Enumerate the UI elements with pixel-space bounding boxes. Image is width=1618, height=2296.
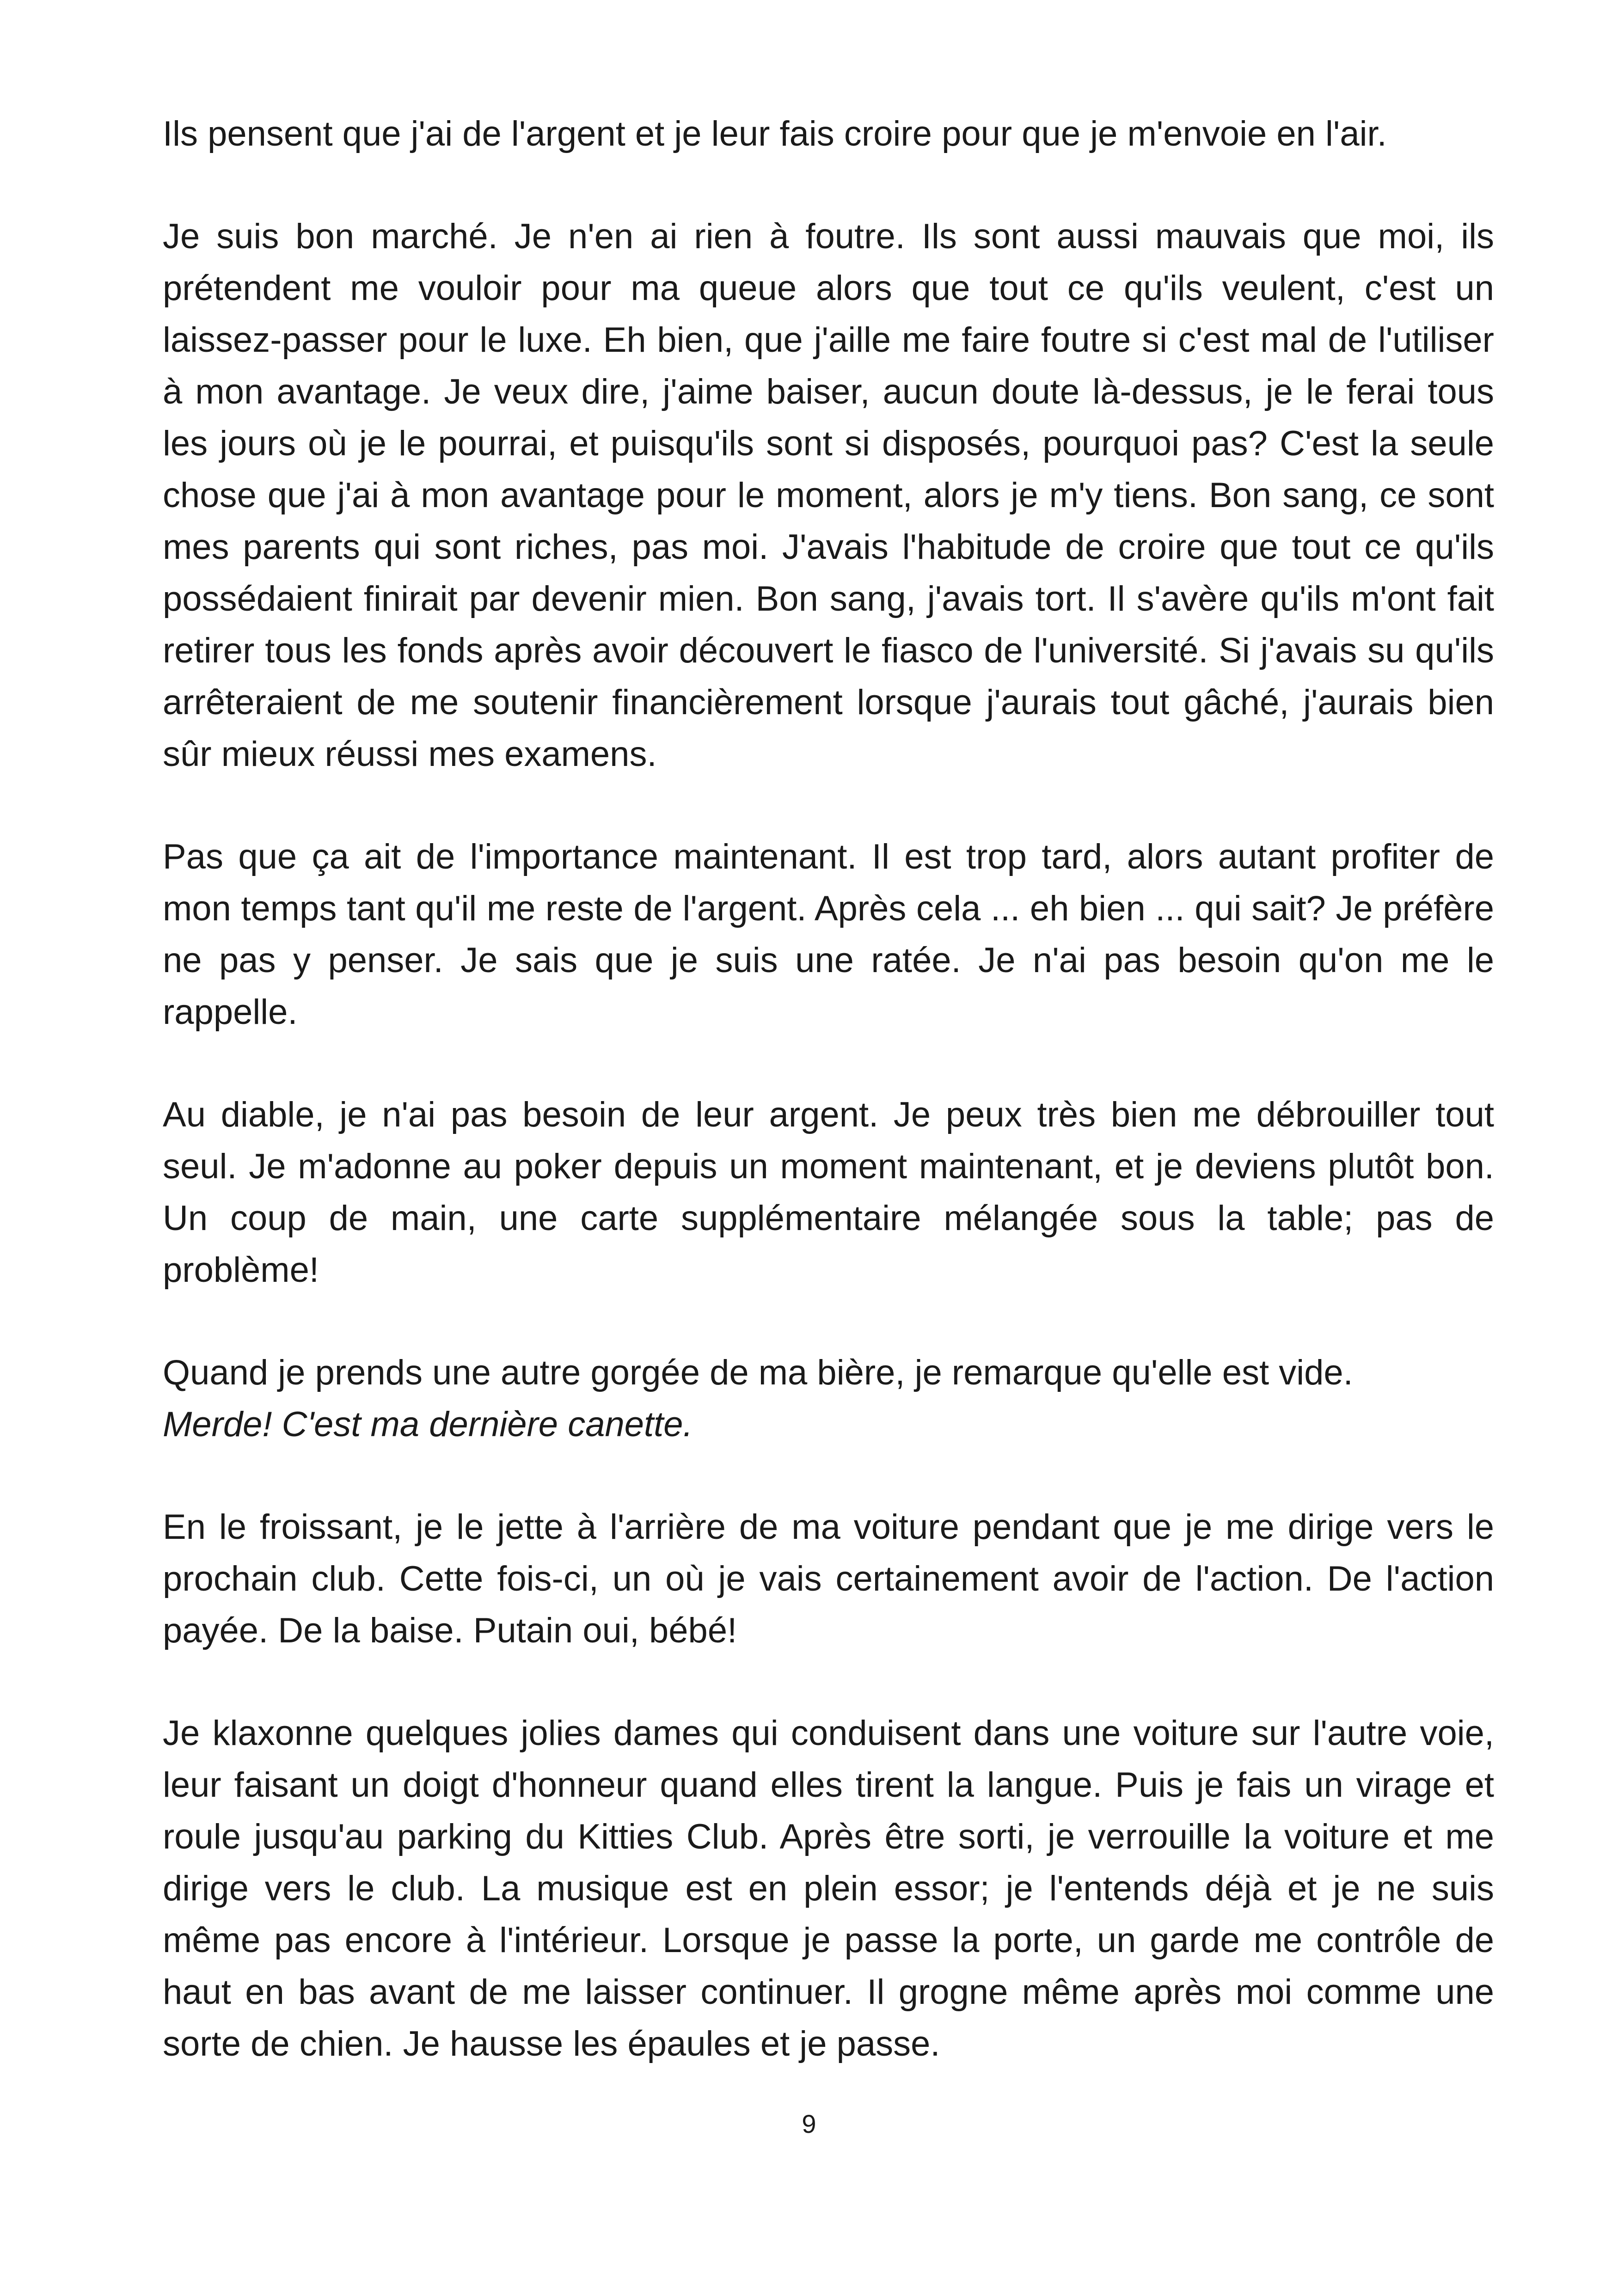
paragraph-5 [163, 1347, 1494, 1451]
paragraph-1: Ils pensent que j'ai de l'argent et je leur fais croire pour que je m'envoie en l'air. [163, 114, 1387, 153]
document-page [163, 108, 1494, 2188]
paragraph-3: Pas que ça ait de l'importance maintenant. Il est trop tard, alors autant profiter de mon temps tant qu'il me reste de l'argent. Après cela ... eh bien ... qui sait? Je préfère ne pas y penser. Je sais que je suis une ratée. Je n'ai pas besoin qu'on me le rappelle. [163, 837, 1494, 1032]
paragraph-5-text: Quand je prends une autre gorgée de ma bière, je remarque qu'elle est vide. [163, 1353, 1353, 1392]
paragraph-4: Au diable, je n'ai pas besoin de leur argent. Je peux très bien me débrouiller tout seul. Je m'adonne au poker depuis un moment maintenant, et je deviens plutôt bon. Un coup de main, une carte supplémentaire mélangée sous la table; pas de problème! [163, 1095, 1494, 1290]
paragraph-2: Je suis bon marché. Je n'en ai rien à foutre. Ils sont aussi mauvais que moi, ils prétendent me vouloir pour ma queue alors que tout ce qu'ils veulent, c'est un laissez-passer pour le luxe. Eh bien, que j'aille me faire foutre si c'est mal de l'utiliser à mon avantage. Je veux dire, j'aime baiser, aucun doute là-dessus, je le ferai tous les jours où je le pourrai, et puisqu'ils sont si disposés, pourquoi pas? C'est la seule chose que j'ai à mon avantage pour le moment, alors je m'y tiens. Bon sang, ce sont mes parents qui sont riches, pas moi. J'avais l'habitude de croire que tout ce qu'ils possédaient finirait par devenir mien. Bon sang, j'avais tort. Il s'avère qu'ils m'ont fait retirer tous les fonds après avoir découvert le fiasco de l'université. Si j'avais su qu'ils arrêteraient de me soutenir financièrement lorsque j'aurais tout gâché, j'aurais bien sûr mieux réussi mes examens. [163, 217, 1494, 774]
paragraph-5-italic-thought: Merde! C'est ma dernière canette. [163, 1405, 693, 1444]
paragraph-7: Je klaxonne quelques jolies dames qui conduisent dans une voiture sur l'autre voie, leur faisant un doigt d'honneur quand elles tirent la langue. Puis je fais un virage et roule jusqu'au parking du Kitties Club. Après être sorti, je verrouille la voiture et me dirige vers le club. La musique est en plein essor; je l'entends déjà et je ne suis même pas encore à l'intérieur. Lorsque je passe la porte, un garde me contrôle de haut en bas avant de me laisser continuer. Il grogne même après moi comme une sorte de chien. Je hausse les épaules et je passe. [163, 1714, 1494, 2063]
paragraph-6: En le froissant, je le jette à l'arrière de ma voiture pendant que je me dirige vers le prochain club. Cette fois-ci, un où je vais certainement avoir de l'action. De l'action payée. De la baise. Putain oui, bébé! [163, 1507, 1494, 1650]
page-number: 9 [802, 2109, 816, 2138]
